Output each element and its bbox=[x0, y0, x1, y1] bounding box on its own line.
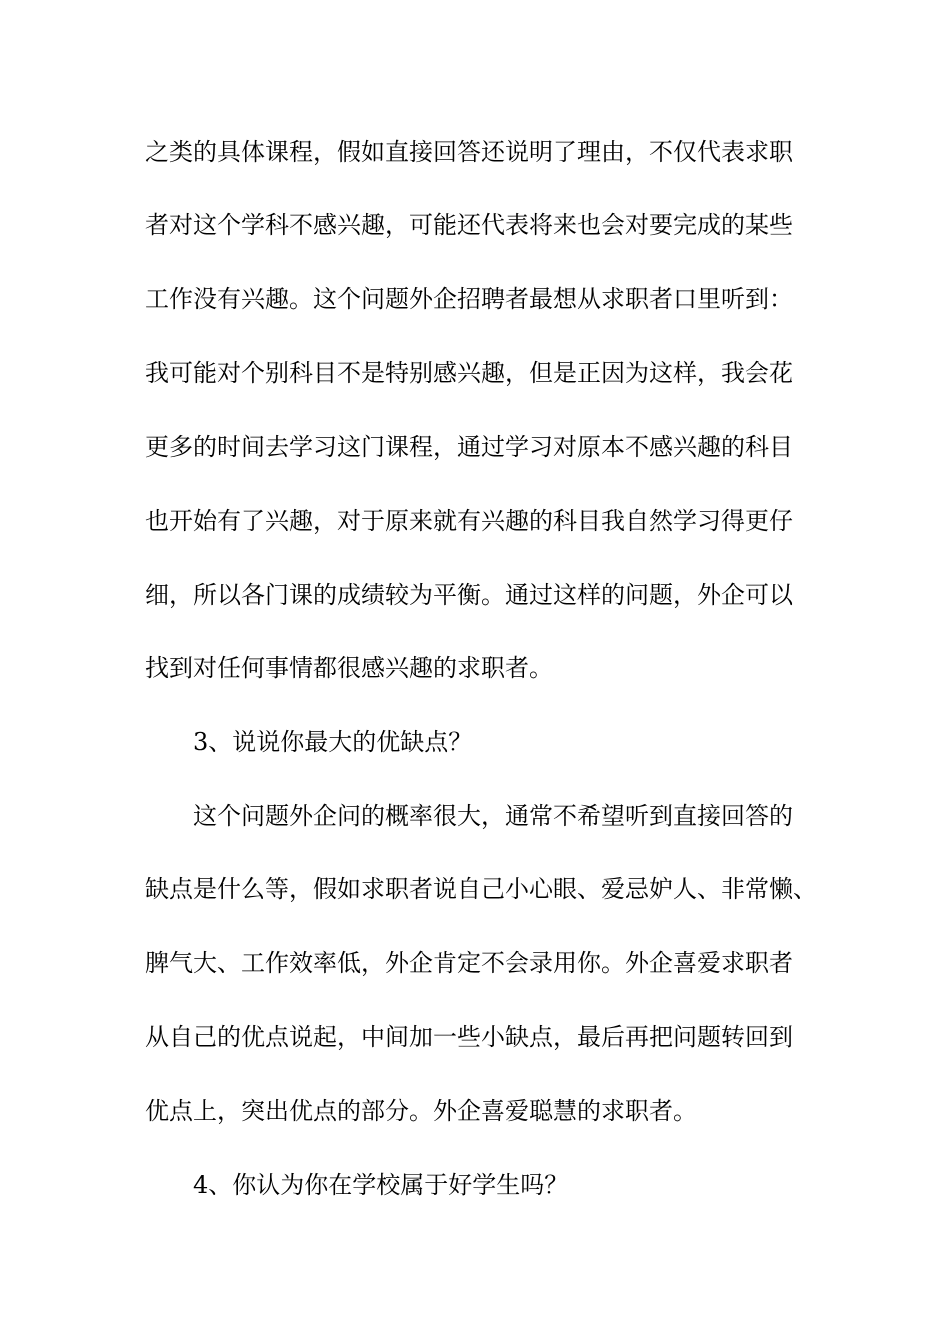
question-heading-4: 4、你认为你在学校属于好学生吗？ bbox=[193, 1171, 569, 1199]
text-line: 细，所以各门课的成绩较为平衡。通过这样的问题，外企可以 bbox=[145, 581, 793, 609]
text-line: 优点上，突出优点的部分。外企喜爱聪慧的求职者。 bbox=[145, 1097, 697, 1125]
question-heading-3: 3、说说你最大的优缺点？ bbox=[193, 728, 473, 756]
text-line: 工作没有兴趣。这个问题外企招聘者最想从求职者口里听到： bbox=[145, 285, 793, 313]
text-line: 从自己的优点说起，中间加一些小缺点，最后再把问题转回到 bbox=[145, 1023, 793, 1051]
text-line: 脾气大、工作效率低，外企肯定不会录用你。外企喜爱求职者 bbox=[145, 949, 793, 977]
text-line: 者对这个学科不感兴趣，可能还代表将来也会对要完成的某些 bbox=[145, 211, 793, 239]
text-line: 这个问题外企问的概率很大，通常不希望听到直接回答的 bbox=[193, 802, 793, 830]
text-line: 也开始有了兴趣，对于原来就有兴趣的科目我自然学习得更仔 bbox=[145, 507, 793, 535]
text-line: 缺点是什么等，假如求职者说自己小心眼、爱忌妒人、非常懒、 bbox=[145, 875, 817, 903]
text-line: 找到对任何事情都很感兴趣的求职者。 bbox=[145, 654, 553, 682]
text-line: 之类的具体课程，假如直接回答还说明了理由，不仅代表求职 bbox=[145, 138, 793, 166]
text-line: 我可能对个别科目不是特别感兴趣，但是正因为这样，我会花 bbox=[145, 359, 793, 387]
text-line: 更多的时间去学习这门课程，通过学习对原本不感兴趣的科目 bbox=[145, 433, 793, 461]
